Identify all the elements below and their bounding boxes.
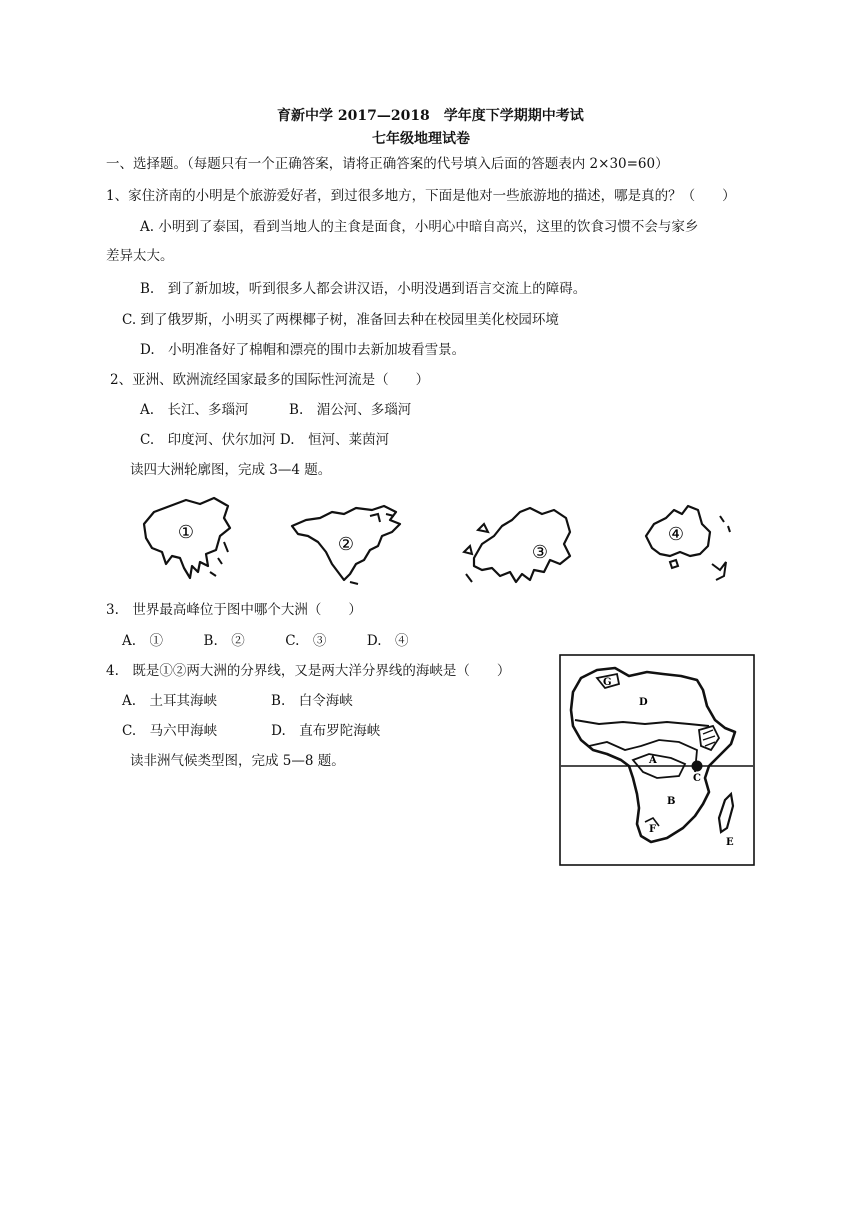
continent-label-1: ① [177, 522, 195, 543]
africa-label-f: F [649, 824, 657, 835]
africa-label-c: C [693, 773, 701, 784]
continent-label-4: ④ [667, 524, 685, 545]
continent-label-3: ③ [531, 542, 549, 563]
q1-option-c: C. 到了俄罗斯，小明买了两棵椰子树，准备回去种在校园里美化校园环境 [122, 312, 559, 328]
q3-options: A. ① B. ② C. ③ D. ④ [122, 633, 409, 649]
q1-stem: 1、家住济南的小明是个旅游爱好者，到过很多地方，下面是他对一些旅游地的描述，哪是真的？（ ） [106, 188, 736, 204]
q2-options-row2: C. 印度河、伏尔加河 D. 恒河、莱茵河 [140, 432, 390, 448]
africa-label-g: G [603, 677, 612, 688]
oceania-outline-map [640, 496, 740, 582]
q3-stem: 3. 世界最高峰位于图中哪个大洲（ ） [106, 602, 362, 618]
continent-label-2: ② [337, 534, 355, 555]
q1-option-b: B. 到了新加坡，听到很多人都会讲汉语，小明没遇到语言交流上的障碍。 [140, 281, 587, 297]
q2-options-row1: A. 长江、多瑙河 B. 湄公河、多瑙河 [140, 402, 412, 418]
africa-label-a: A [649, 755, 657, 766]
intro-5-8: 读非洲气候类型图，完成 5—8 题。 [130, 753, 345, 769]
q4-options-row1: A. 土耳其海峡 B. 白令海峡 [122, 693, 353, 709]
asia-outline-map [136, 494, 236, 582]
section-heading: 一、选择题。（每题只有一个正确答案，请将正确答案的代号填入后面的答题表内 2×30=60） [106, 156, 669, 172]
exam-subtitle: 七年级地理试卷 [372, 131, 470, 147]
q2-stem: 2、亚洲、欧洲流经国家最多的国际性河流是（ ） [110, 372, 430, 388]
africa-climate-map [559, 654, 755, 866]
q1-option-a-line1: A. 小明到了泰国，看到当地人的主食是面食，小明心中暗自高兴，这里的饮食习惯不会与家乡 [140, 219, 699, 235]
africa-label-b: B [667, 796, 676, 807]
africa-label-d: D [639, 697, 648, 708]
exam-title: 育新中学 2017—2018 学年度下学期期中考试 [277, 108, 584, 124]
q1-option-d: D. 小明准备好了棉帽和漂亮的围巾去新加坡看雪景。 [140, 342, 466, 358]
europe-outline-map [460, 500, 580, 588]
q4-options-row2: C. 马六甲海峡 D. 直布罗陀海峡 [122, 723, 381, 739]
north-america-outline-map [286, 502, 416, 586]
q1-option-a-line2: 差异太大。 [106, 248, 174, 264]
q4-stem: 4. 既是①②两大洲的分界线，又是两大洋分界线的海峡是（ ） [106, 663, 511, 679]
intro-3-4: 读四大洲轮廓图，完成 3—4 题。 [130, 462, 332, 478]
africa-label-e: E [726, 837, 734, 848]
